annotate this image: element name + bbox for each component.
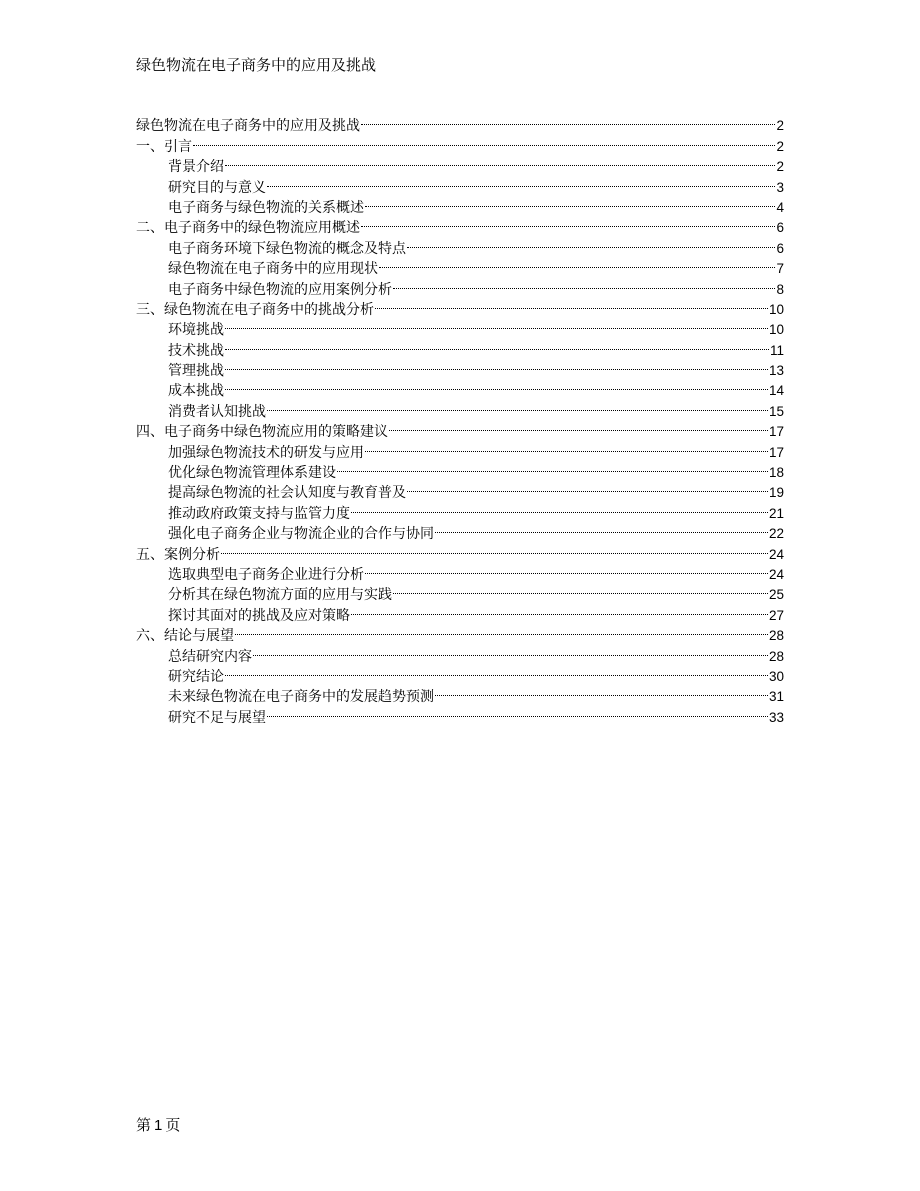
toc-entry-page-number: 27 (768, 607, 784, 623)
toc-entry-title: 四、电子商务中绿色物流应用的策略建议 (136, 424, 388, 441)
toc-entry-title: 研究目的与意义 (168, 179, 266, 196)
toc-dot-leader (351, 497, 768, 517)
toc-dot-leader (389, 416, 768, 436)
toc-subentry[interactable] (136, 375, 784, 400)
toc-dot-leader (267, 701, 768, 721)
toc-entry-page-number: 6 (776, 220, 784, 236)
toc-entry-title: 研究不足与展望 (168, 709, 266, 726)
toc-entry-page-number: 25 (768, 587, 784, 603)
toc-dot-leader (267, 171, 775, 191)
toc-entry-page-number: 2 (776, 138, 784, 154)
toc-entry-page-number: 8 (776, 281, 784, 297)
toc-dot-leader (225, 375, 768, 395)
toc-dot-leader (393, 273, 775, 293)
toc-entry-title: 强化电子商务企业与物流企业的合作与协同 (168, 526, 434, 543)
toc-subentry[interactable] (136, 395, 784, 420)
toc-entry-page-number: 28 (768, 648, 784, 664)
toc-subentry[interactable] (136, 151, 784, 176)
toc-entry[interactable] (136, 538, 784, 563)
footer-suffix: 页 (165, 1116, 181, 1134)
toc-dot-leader (337, 457, 768, 477)
toc-entry-title: 电子商务与绿色物流的关系概述 (168, 199, 364, 216)
toc-dot-leader (225, 355, 768, 375)
toc-entry-title: 环境挑战 (168, 322, 224, 339)
toc-dot-leader (435, 518, 768, 538)
toc-entry-title: 电子商务环境下绿色物流的概念及特点 (168, 240, 406, 257)
toc-entry-title: 消费者认知挑战 (168, 403, 266, 420)
toc-entry-page-number: 13 (768, 363, 784, 379)
toc-entry-title: 电子商务中绿色物流的应用案例分析 (168, 281, 392, 298)
toc-dot-leader (365, 192, 775, 212)
toc-entry[interactable] (136, 130, 784, 155)
toc-entry-title: 加强绿色物流技术的研发与应用 (168, 444, 364, 461)
toc-entry-title: 提高绿色物流的社会认知度与教育普及 (168, 485, 406, 502)
page-footer (136, 1115, 180, 1136)
toc-entry-title: 绿色物流在电子商务中的应用及挑战 (136, 118, 360, 135)
toc-entry-page-number: 19 (768, 485, 784, 501)
toc-entry-title: 管理挑战 (168, 363, 224, 380)
toc-subentry[interactable] (136, 314, 784, 339)
toc-entry-page-number: 11 (769, 342, 784, 358)
toc-entry-page-number: 7 (776, 261, 784, 277)
toc-entry-title: 探讨其面对的挑战及应对策略 (168, 607, 350, 624)
toc-entry-title: 三、绿色物流在电子商务中的挑战分析 (136, 301, 374, 318)
toc-entry-title: 技术挑战 (168, 342, 224, 359)
toc-entry-title: 优化绿色物流管理体系建设 (168, 465, 336, 482)
footer-page-number: 1 (154, 1117, 163, 1134)
toc-dot-leader (407, 477, 768, 497)
toc-entry-title: 背景介绍 (168, 159, 224, 176)
toc-entry-title: 分析其在绿色物流方面的应用与实践 (168, 587, 392, 604)
toc-entry-page-number: 15 (768, 403, 784, 419)
toc-entry[interactable] (136, 110, 784, 135)
toc-entry-page-number: 6 (776, 240, 784, 256)
toc-dot-leader (407, 232, 775, 252)
toc-subentry[interactable] (136, 681, 784, 706)
toc-entry-title: 五、案例分析 (136, 546, 220, 563)
toc-entry-page-number: 22 (768, 526, 784, 542)
toc-entry-title: 选取典型电子商务企业进行分析 (168, 566, 364, 583)
toc-entry-title: 成本挑战 (168, 383, 224, 400)
toc-dot-leader (225, 151, 775, 171)
toc-entry-title: 绿色物流在电子商务中的应用现状 (168, 261, 378, 278)
toc-dot-leader (393, 579, 768, 599)
toc-entry-page-number: 2 (776, 159, 784, 175)
toc-dot-leader (361, 212, 775, 232)
toc-entry-page-number: 14 (768, 383, 784, 399)
toc-entry-title: 一、引言 (136, 138, 192, 155)
toc-subentry[interactable] (136, 171, 784, 196)
footer-prefix: 第 (136, 1116, 152, 1134)
toc-dot-leader (235, 620, 768, 640)
table-of-contents (136, 110, 784, 726)
toc-subentry[interactable] (136, 334, 784, 359)
toc-entry-page-number: 18 (768, 465, 784, 481)
toc-entry-page-number: 17 (768, 424, 784, 440)
toc-entry-title: 推动政府政策支持与监管力度 (168, 505, 350, 522)
toc-entry-title: 研究结论 (168, 668, 224, 685)
toc-entry-title: 未来绿色物流在电子商务中的发展趋势预测 (168, 689, 434, 706)
toc-dot-leader (365, 559, 768, 579)
toc-entry-page-number: 2 (776, 118, 784, 134)
toc-subentry[interactable] (136, 355, 784, 380)
toc-dot-leader (225, 661, 768, 681)
toc-entry-page-number: 33 (768, 709, 784, 725)
toc-dot-leader (435, 681, 768, 701)
toc-entry-page-number: 21 (768, 505, 784, 521)
toc-entry-page-number: 24 (768, 566, 784, 582)
toc-dot-leader (225, 314, 768, 334)
toc-subentry[interactable] (136, 661, 784, 685)
toc-entry-title: 二、电子商务中的绿色物流应用概述 (136, 220, 360, 237)
toc-subentry[interactable] (136, 559, 784, 583)
toc-entry-page-number: 3 (776, 179, 784, 195)
toc-dot-leader (221, 538, 768, 558)
toc-entry-page-number: 24 (768, 546, 784, 562)
toc-dot-leader (193, 130, 775, 150)
toc-dot-leader (225, 334, 769, 354)
toc-entry-title: 六、结论与展望 (136, 628, 234, 645)
toc-dot-leader (267, 395, 768, 415)
toc-entry-title: 总结研究内容 (168, 648, 252, 665)
toc-dot-leader (375, 294, 768, 314)
toc-entry-page-number: 4 (776, 199, 784, 215)
toc-dot-leader (379, 253, 775, 273)
toc-entry-page-number: 10 (768, 301, 784, 317)
toc-dot-leader (365, 436, 768, 456)
toc-dot-leader (351, 599, 768, 619)
toc-dot-leader (253, 640, 768, 660)
toc-entry-page-number: 28 (768, 628, 784, 644)
toc-entry-page-number: 17 (768, 444, 784, 460)
toc-dot-leader (361, 110, 775, 130)
toc-entry-page-number: 10 (768, 322, 784, 338)
page-header-title: 绿色物流在电子商务中的应用及挑战 (136, 56, 377, 74)
toc-entry-page-number: 31 (768, 689, 784, 705)
toc-entry-page-number: 30 (768, 668, 784, 684)
